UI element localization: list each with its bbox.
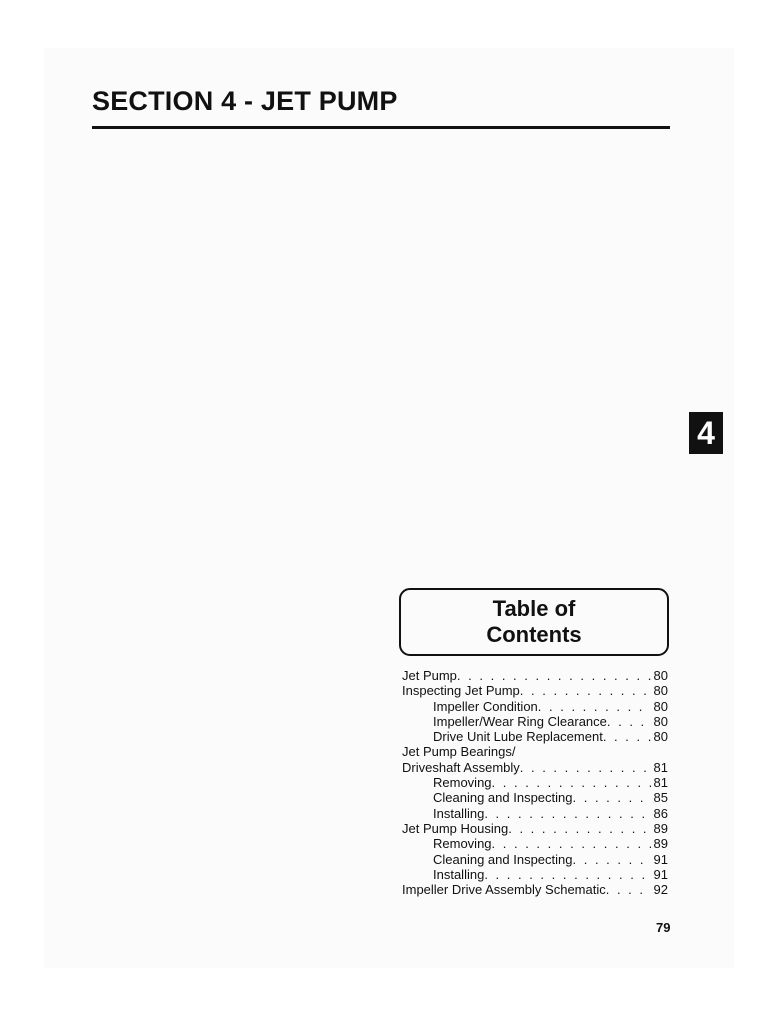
toc-entry <box>402 775 668 790</box>
toc-entry <box>402 882 668 897</box>
toc-dot-leader <box>492 775 651 790</box>
toc-entry-page: 80 <box>653 713 668 729</box>
toc-entry-label: Inspecting Jet Pump <box>402 683 520 699</box>
toc-entry-label: Impeller Condition <box>433 698 538 714</box>
toc-dot-leader <box>492 836 651 851</box>
toc-heading-box <box>399 588 669 656</box>
toc-entry <box>402 867 668 882</box>
toc-entry <box>402 790 668 805</box>
toc-entry <box>402 714 668 729</box>
toc-entry-page: 89 <box>653 836 668 852</box>
page-number: 79 <box>656 920 671 935</box>
toc-entry-label: Drive Unit Lube Replacement <box>433 729 603 745</box>
toc-heading-line2: Contents <box>486 622 582 647</box>
toc-entry-page: 91 <box>653 866 668 882</box>
toc-entry-page: 80 <box>653 698 668 714</box>
toc-entry <box>402 683 668 698</box>
toc-entry <box>402 760 668 775</box>
toc-dot-leader <box>573 790 651 805</box>
toc-entry-label: Installing <box>433 805 485 821</box>
toc-entry <box>402 668 668 683</box>
toc-entry-page: 81 <box>653 759 668 775</box>
toc-entry-label: Removing <box>433 775 492 791</box>
toc-dot-leader <box>603 729 651 744</box>
toc-entry-label: Cleaning and Inspecting <box>433 790 573 806</box>
toc-entry-label: Jet Pump <box>402 668 457 683</box>
toc-entry-page: 80 <box>653 668 668 683</box>
toc-dot-leader <box>484 806 650 821</box>
toc-entry <box>402 806 668 821</box>
toc-entry-page: 89 <box>653 820 668 836</box>
section-title: SECTION 4 - JET PUMP <box>92 86 398 116</box>
toc-entry-label: Installing <box>433 866 485 882</box>
toc-heading-line1: Table of <box>492 596 576 621</box>
toc-dot-leader <box>484 867 650 882</box>
toc-entry <box>402 821 668 836</box>
toc-entry <box>402 836 668 851</box>
toc-entry-label: Impeller Drive Assembly Schematic <box>402 882 606 898</box>
toc-entry-page: 80 <box>653 729 668 745</box>
toc-entry-page: 85 <box>653 790 668 806</box>
toc-dot-leader <box>457 668 651 683</box>
toc-dot-leader <box>520 683 651 698</box>
toc-entry-label: Jet Pump Bearings/ <box>402 744 516 760</box>
toc-entry-page: 81 <box>653 775 668 791</box>
toc-entry-page: 86 <box>653 805 668 821</box>
toc-entry-label: Driveshaft Assembly <box>402 759 520 775</box>
toc-list <box>402 668 668 897</box>
section-tab-marker: 4 <box>689 412 723 454</box>
toc-dot-leader <box>573 852 651 867</box>
toc-entry-page: 91 <box>653 851 668 867</box>
toc-entry-page: 80 <box>653 683 668 699</box>
toc-dot-leader <box>538 699 651 714</box>
toc-entry <box>402 744 668 759</box>
toc-entry-page: 92 <box>653 882 668 898</box>
title-rule <box>92 126 670 129</box>
toc-dot-leader <box>606 882 651 897</box>
toc-entry-label: Cleaning and Inspecting <box>433 851 573 867</box>
toc-entry <box>402 699 668 714</box>
toc-dot-leader <box>607 714 651 729</box>
toc-entry-label: Jet Pump Housing <box>402 820 509 836</box>
toc-entry <box>402 852 668 867</box>
toc-dot-leader <box>520 760 651 775</box>
toc-dot-leader <box>508 821 650 836</box>
toc-entry-label: Impeller/Wear Ring Clearance <box>433 713 607 729</box>
toc-entry <box>402 729 668 744</box>
toc-entry-label: Removing <box>433 836 492 852</box>
